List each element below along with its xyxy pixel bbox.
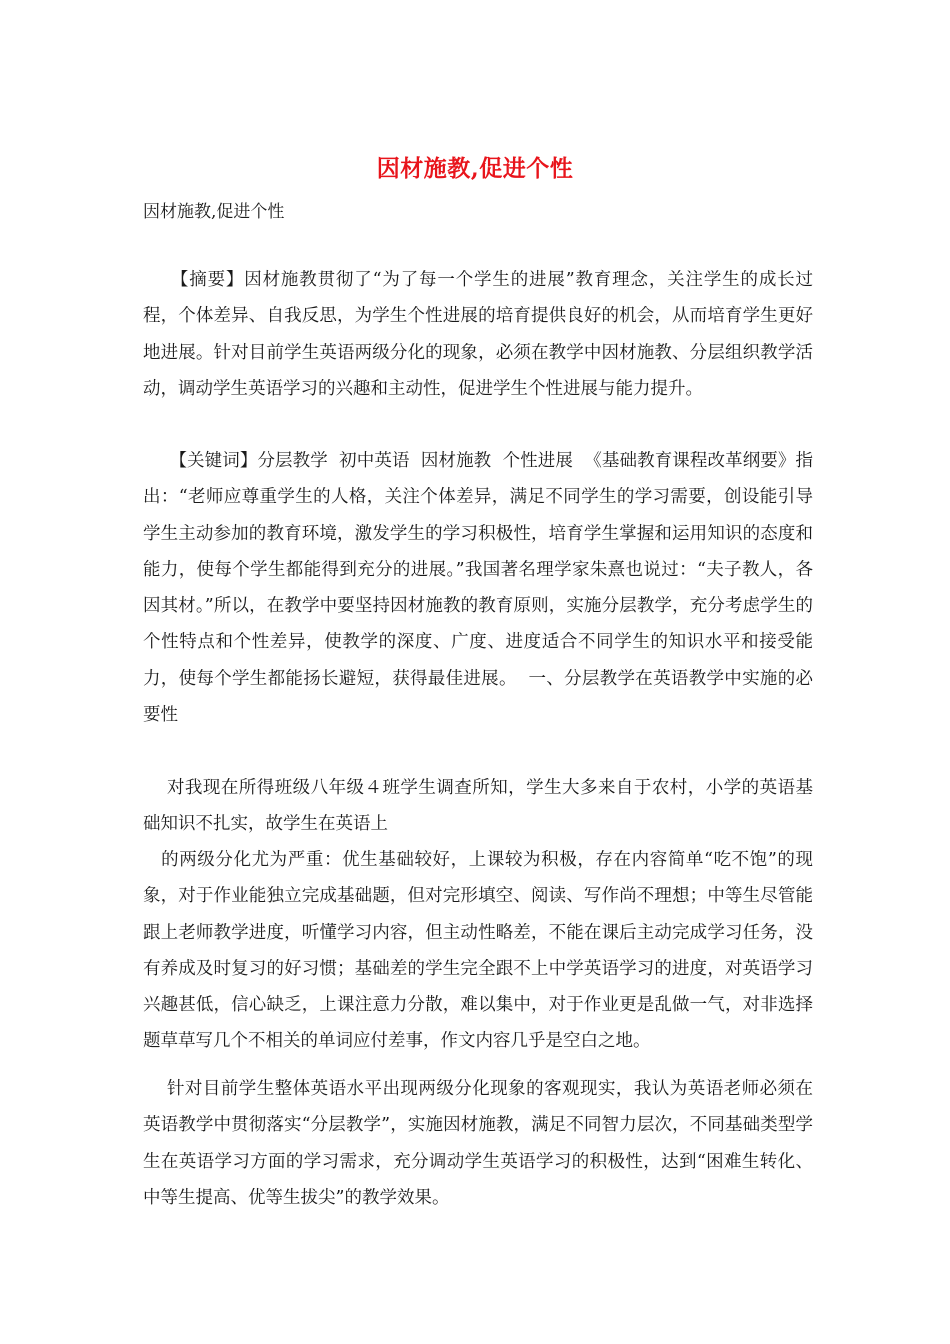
conclusion-paragraph: 针对目前学生整体英语水平出现两级分化现象的客观现实，我认为英语老师必须在英语教学中贯彻落实“分层教学”，实施因材施教，满足不同智力层次，不同基础类型学生在英语学习方面的学习需求，充分调动学生英语学习的积极性，达到“困难生转化、中等生提高、优等生拔尖”的教学效果。 (143, 1079, 813, 1208)
abstract-paragraph: 【摘要】因材施教贯彻了“为了每一个学生的进展”教育理念，关注学生的成长过程，个体差异、自我反思，为学生个性进展的培育提供良好的机会，从而培育学生更好地进展。针对目前学生英语两级分化的现象，必须在教学中因材施教、分层组织教学活动，调动学生英语学习的兴趣和主动性，促进学生个性进展与能力提升。 (143, 270, 813, 399)
keywords-paragraph: 【关键词】分层教学 初中英语 因材施教 个性进展 《基础教育课程改革纲要》指出：“老师应尊重学生的人格，关注个体差异，满足不同学生的学习需要，创设能引导学生主动参加的教育环境，激发学生的学习积极性，培育学生掌握和运用知识的态度和能力，使每个学生都能得到充分的进展。”我国著名理学家朱熹也说过：“夫子教人，各因其材。”所以，在教学中要坚持因材施教的教育原则，实施分层教学，充分考虑学生的个性特点和个性差异，使教学的深度、广度、进度适合不同学生的知识水平和接受能力，使每个学生都能扬长避短，获得最佳进展。 一、分层教学在英语教学中实施的必要性 (143, 451, 813, 726)
survey-continued-paragraph: 的两级分化尤为严重：优生基础较好，上课较为积极，存在内容简单“吃不饱”的现象，对于作业能独立完成基础题，但对完形填空、阅读、写作尚不理想；中等生尽管能跟上老师教学进度，听懂学习内容，但主动性略差，不能在课后主动完成学习任务，没有养成及时复习的好习惯；基础差的学生完全跟不上中学英语学习的进度，对英语学习兴趣甚低，信心缺乏，上课注意力分散，难以集中，对于作业更是乱做一气，对非选择题草草写几个不相关的单词应付差事，作文内容几乎是空白之地。 (143, 850, 813, 1052)
document-title: 因材施教,促进个性 (376, 155, 574, 182)
document-subtitle: 因材施教,促进个性 (143, 202, 285, 222)
survey-paragraph: 对我现在所得班级八年级４班学生调查所知，学生大多来自于农村，小学的英语基础知识不扎实，故学生在英语上 (143, 778, 813, 835)
